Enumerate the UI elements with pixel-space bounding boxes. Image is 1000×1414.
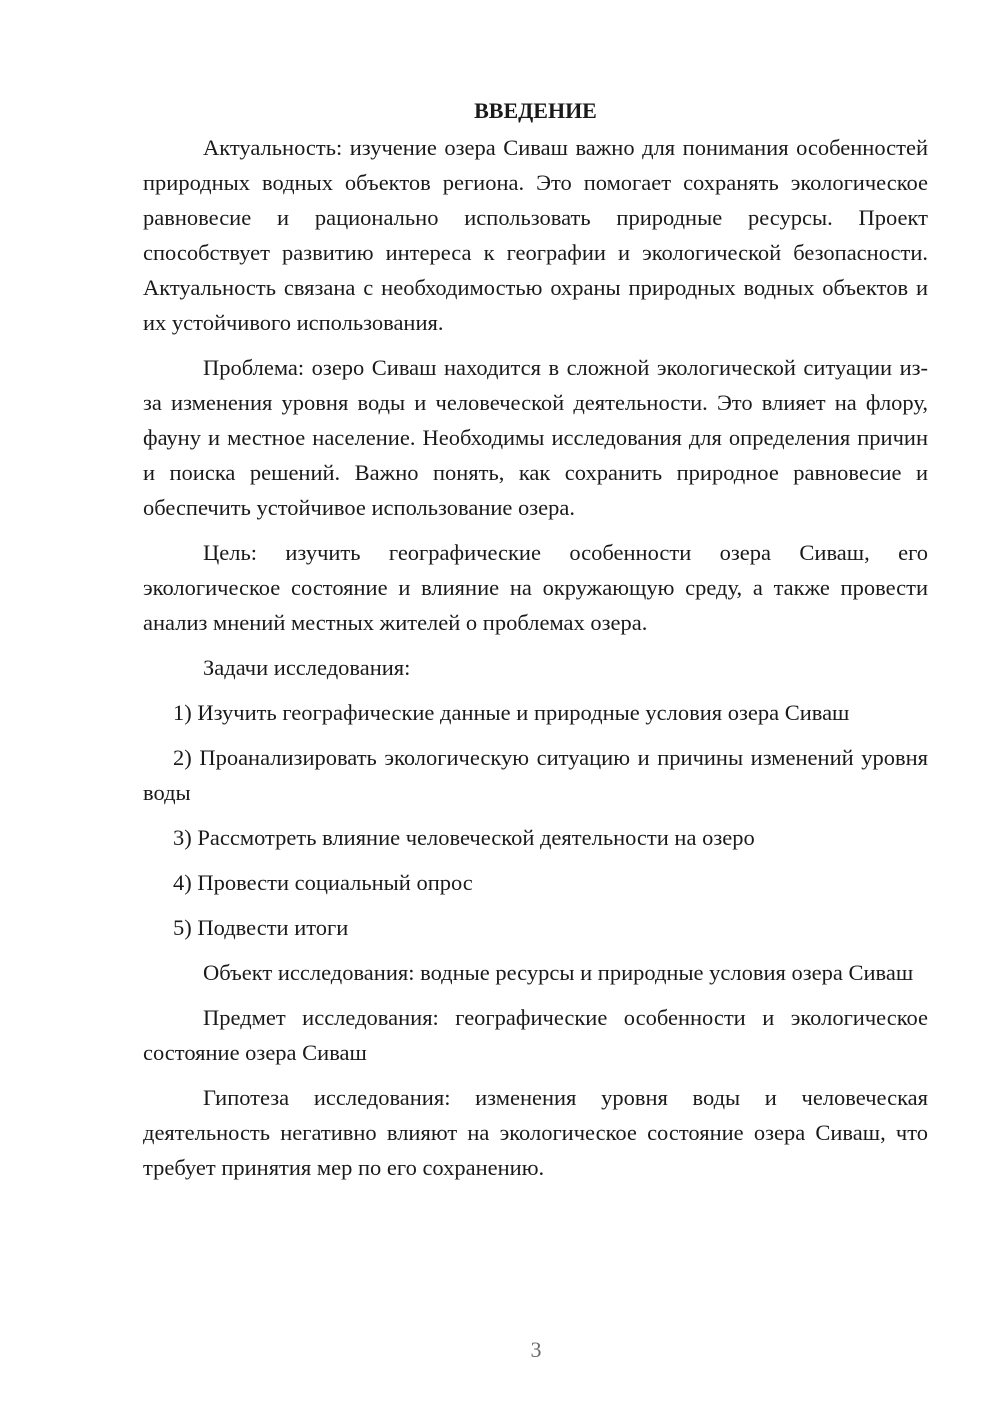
task-item-2: 2) Проанализировать экологическую ситуацию и причины изменений уровня воды — [143, 745, 928, 805]
relevance-paragraph: Актуальность: изучение озера Сиваш важно для понимания особенностей природных водных объектов региона. Это помогает сохранять экологическое равновесие и рационально использовать природные ресурсы. Проект способствует развитию интереса к географии и экологической безопасности. Актуальность связана с необходимостью охраны природных водных объектов и их устойчивого использования. — [143, 135, 928, 335]
hypothesis-paragraph: Гипотеза исследования: изменения уровня воды и человеческая деятельность негативно влияют на экологическое состояние озера Сиваш, что требует принятия мер по его сохранению. — [143, 1085, 928, 1180]
task-item-1: 1) Изучить географические данные и природные условия озера Сиваш — [173, 700, 850, 725]
subject-paragraph: Предмет исследования: географические особенности и экологическое состояние озера Сиваш — [143, 1005, 928, 1065]
page-content — [143, 93, 928, 1195]
page-number: 3 — [530, 1337, 542, 1362]
object-paragraph: Объект исследования: водные ресурсы и природные условия озера Сиваш — [203, 960, 914, 985]
problem-paragraph: Проблема: озеро Сиваш находится в сложной экологической ситуации из-за изменения уровня воды и человеческой деятельности. Это влияет на флору, фауну и местное население. Необходимы исследования для определения причин и поиска решений. Важно понять, как сохранить природное равновесие и обеспечить устойчивое использование озера. — [143, 355, 928, 520]
section-title: ВВЕДЕНИЕ — [474, 98, 597, 123]
task-item-5: 5) Подвести итоги — [173, 915, 349, 940]
task-item-4: 4) Провести социальный опрос — [173, 870, 473, 895]
goal-paragraph: Цель: изучить географические особенности озера Сиваш, его экологическое состояние и влияние на окружающую среду, а также провести анализ мнений местных жителей о проблемах озера. — [143, 540, 928, 635]
task-item-3: 3) Рассмотреть влияние человеческой деятельности на озеро — [173, 825, 755, 850]
tasks-heading: Задачи исследования: — [203, 655, 411, 680]
